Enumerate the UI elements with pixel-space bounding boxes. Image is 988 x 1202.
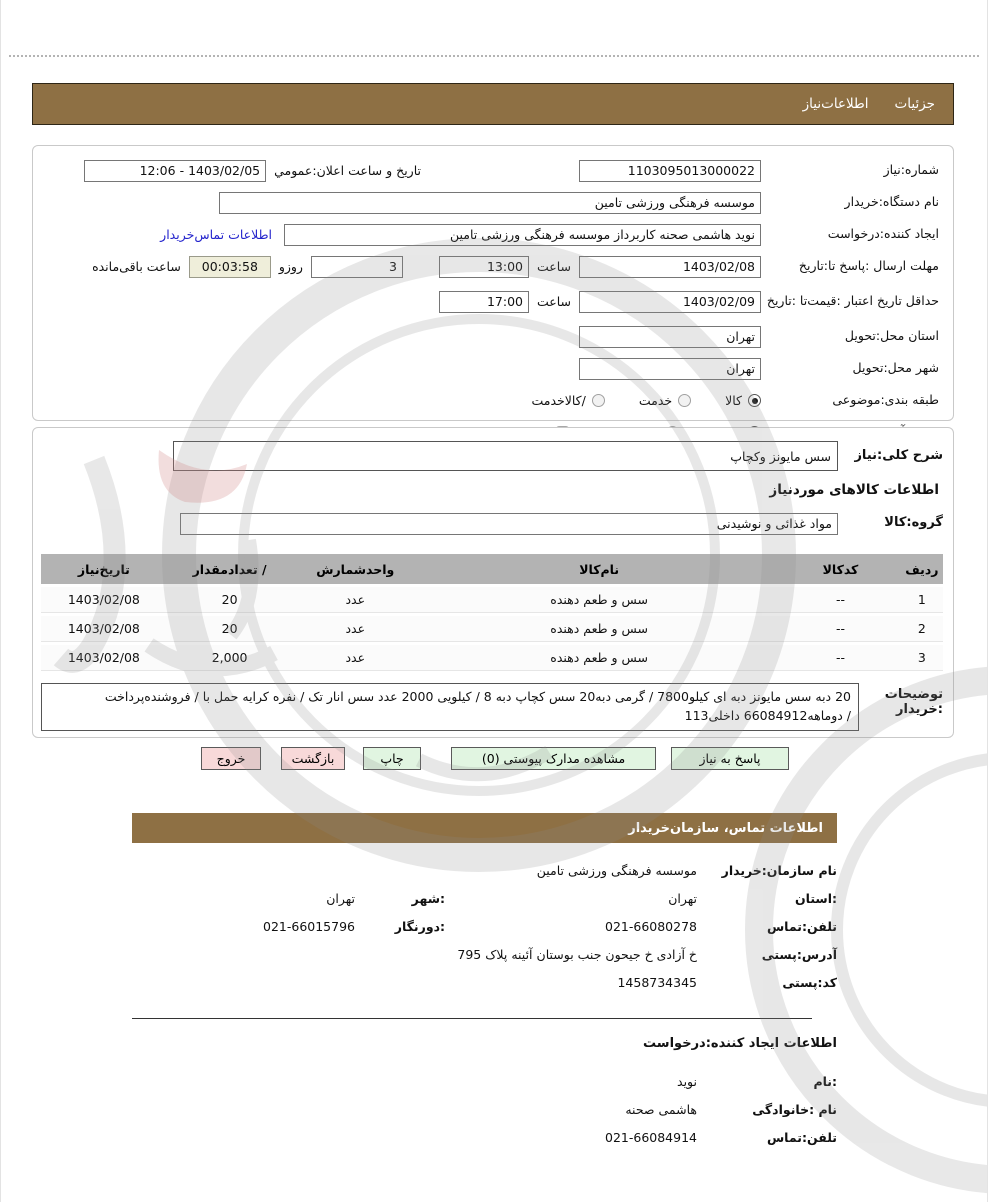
row-delivery-province	[43, 323, 939, 350]
row-creator-last-name	[132, 1095, 837, 1123]
top-dotted-divider	[9, 55, 979, 57]
cell-item-code: --	[780, 616, 901, 642]
row-price-validity	[43, 285, 939, 318]
items-table-header-row	[41, 554, 943, 584]
org-fax-value: 021-66015796	[263, 918, 355, 934]
org-address-value: خ آزادی خ جیحون جنب بوستان آئینه پلاک 795	[457, 946, 697, 962]
deadline-date-field: 1403/02/08	[579, 256, 761, 278]
announce-datetime-field: 1403/02/05 - 12:06	[84, 160, 266, 182]
need-description-label: شرح کلی:نیاز	[854, 447, 943, 463]
org-postal-value: 1458734345	[617, 974, 697, 990]
row-org-phone-fax	[132, 912, 837, 940]
buyer-notes-label	[859, 683, 943, 718]
creator-last-name-label: نام :خانوادگی	[752, 1101, 837, 1117]
org-fax-label: :دورنگار	[394, 918, 445, 934]
cell-row-number: 1	[901, 587, 943, 613]
header-unit: واحدشمارش	[292, 554, 418, 584]
org-name-label: نام سازمان:خریدار	[721, 862, 837, 878]
header-item-name: نام‌کالا	[418, 554, 780, 584]
buyer-notes-line1: 20 دبه سس مایونز دبه ای کیلو7800 / گرمی دبه20 سس کچاپ دبه 8 / کیلویی 2000 عدد سس انار تک / نفره کرایه حمل با / فروشنده‌پرداخت	[104, 689, 851, 704]
row-need-number	[43, 157, 939, 184]
cell-unit: عدد	[292, 587, 418, 613]
goods-group-label: گروه:کالا	[884, 515, 943, 531]
exit-button[interactable]: خروج	[201, 747, 261, 770]
price-validity-label: حداقل تاریخ اعتبار :قیمت‌تا :تاریخ	[766, 293, 939, 309]
org-city-label: :شهر	[411, 890, 445, 906]
radio-service-label: خدمت	[638, 393, 673, 408]
buyer-contact-link[interactable]: اطلاعات تماس‌خریدار	[160, 227, 272, 242]
request-creator-field: نوید هاشمی صحنه کاربرداز موسسه فرهنگی ورزشی تامین	[284, 224, 761, 246]
cell-unit: عدد	[292, 616, 418, 642]
row-org-province-city	[132, 884, 837, 912]
org-name-value: موسسه فرهنگی ورزشی تامین	[536, 862, 697, 878]
row-need-description	[41, 440, 943, 472]
back-button[interactable]: بازگشت	[281, 747, 345, 770]
validity-date-field: 1403/02/09	[579, 291, 761, 313]
row-goods-group	[41, 510, 943, 537]
validity-time-field: 17:00	[439, 291, 529, 313]
radio-service[interactable]	[678, 394, 691, 407]
need-detail-panel	[32, 427, 954, 738]
cell-need-date: 1403/02/08	[41, 616, 167, 642]
cell-item-code: --	[780, 645, 901, 671]
goods-group-field: مواد غذائی و نوشیدنی	[180, 513, 838, 535]
row-creator-phone	[132, 1123, 837, 1151]
table-row	[41, 616, 943, 642]
remaining-time-label: ساعت باقی‌مانده	[92, 259, 181, 274]
row-classification	[43, 387, 939, 414]
header-quantity: / تعدادمقدار	[167, 554, 293, 584]
org-city-value: تهران	[326, 890, 355, 906]
buyer-org-field: موسسه فرهنگی ورزشی تامین	[219, 192, 761, 214]
delivery-province-label: استان محل:تحویل	[844, 328, 939, 344]
buyer-notes-label-line2: :خریدار	[896, 701, 943, 717]
org-contact-section	[132, 856, 837, 996]
remaining-days-field: 3	[311, 256, 403, 278]
section-divider	[132, 1018, 812, 1019]
cell-item-name: سس و طعم دهنده	[418, 616, 780, 642]
request-creator-label: ایجاد کننده:درخواست	[827, 226, 939, 242]
creator-info-section	[132, 1036, 837, 1151]
row-delivery-city	[43, 355, 939, 382]
row-buyer-org	[43, 189, 939, 216]
row-request-creator	[43, 221, 939, 248]
radio-goods-service[interactable]	[592, 394, 605, 407]
row-org-name	[132, 856, 837, 884]
delivery-province-field: تهران	[579, 326, 761, 348]
header-row-number: ردیف	[901, 554, 943, 584]
cell-need-date: 1403/02/08	[41, 587, 167, 613]
deadline-hour-label: ساعت	[536, 259, 571, 274]
cell-need-date: 1403/02/08	[41, 645, 167, 671]
row-buyer-notes	[41, 683, 943, 731]
row-creator-first-name	[132, 1067, 837, 1095]
row-response-deadline	[43, 253, 939, 280]
response-deadline-label: مهلت ارسال :پاسخ تا:تاریخ	[798, 258, 939, 274]
table-row	[41, 645, 943, 671]
cell-quantity: 20	[167, 587, 293, 613]
radio-goods-service-label: /کالاخدمت	[531, 393, 586, 408]
tab-details[interactable]: جزئیات	[894, 96, 935, 112]
org-contact-bar	[132, 813, 837, 843]
action-button-row	[32, 747, 954, 770]
header-item-code: کدکالا	[780, 554, 901, 584]
header-need-date: تاریخ‌نیاز	[41, 554, 167, 584]
org-province-value: تهران	[668, 890, 697, 906]
need-number-label: شماره:نیاز	[883, 162, 939, 178]
delivery-city-field: تهران	[579, 358, 761, 380]
cell-quantity: 2,000	[167, 645, 293, 671]
creator-phone-value: 021-66084914	[605, 1129, 697, 1145]
need-description-field: سس مایونز وکچاپ	[173, 441, 838, 471]
org-province-label: :استان	[794, 890, 837, 906]
creator-info-heading: اطلاعات ایجاد کننده:درخواست	[643, 1036, 837, 1051]
creator-first-name-value: نوید	[677, 1073, 697, 1089]
org-phone-value: 021-66080278	[605, 918, 697, 934]
row-org-address	[132, 940, 837, 968]
cell-row-number: 2	[901, 616, 943, 642]
cell-item-name: سس و طعم دهنده	[418, 587, 780, 613]
need-summary-panel	[32, 145, 954, 421]
classification-label: طبقه بندی:موضوعی	[832, 392, 939, 408]
buyer-notes-label-line1: توضیحات	[884, 687, 943, 702]
radio-goods[interactable]	[748, 394, 761, 407]
print-button[interactable]: چاپ	[363, 747, 421, 770]
radio-goods-label: کالا	[725, 393, 742, 408]
items-table	[41, 551, 943, 674]
items-section-heading: اطلاعات کالاهای موردنیاز	[769, 482, 939, 498]
cell-item-name: سس و طعم دهنده	[418, 645, 780, 671]
tab-need-info[interactable]: اطلاعات‌نیاز	[802, 96, 869, 112]
org-address-label: آدرس:پستی	[761, 946, 837, 962]
org-postal-label: کد:پستی	[782, 974, 837, 990]
cell-item-code: --	[780, 587, 901, 613]
org-phone-label: تلفن:تماس	[766, 918, 837, 934]
creator-first-name-label: :نام	[813, 1073, 837, 1089]
delivery-city-label: شهر محل:تحویل	[852, 360, 939, 376]
creator-phone-label: تلفن:تماس	[766, 1129, 837, 1145]
deadline-time-field: 13:00	[439, 256, 529, 278]
view-attachments-button[interactable]: مشاهده مدارک پیوستی (0)	[451, 747, 656, 770]
buyer-notes-line2: / دوماهه66084912 داخلی113	[684, 708, 851, 724]
buyer-org-label: نام دستگاه:خریدار	[844, 194, 939, 210]
cell-unit: عدد	[292, 645, 418, 671]
respond-to-need-button[interactable]: پاسخ به نیاز	[671, 747, 789, 770]
cell-quantity: 20	[167, 616, 293, 642]
cell-row-number: 3	[901, 645, 943, 671]
need-number-field: 1103095013000022	[579, 160, 761, 182]
org-contact-bar-title: اطلاعات تماس، سازمان‌خریدار	[628, 820, 823, 836]
days-label: روزو	[278, 259, 303, 274]
tab-bar	[32, 83, 954, 125]
remaining-time-badge: 00:03:58	[189, 256, 271, 278]
row-org-postal	[132, 968, 837, 996]
validity-hour-label: ساعت	[536, 294, 571, 309]
table-row	[41, 587, 943, 613]
buyer-notes-field	[41, 683, 859, 731]
announce-datetime-label: تاریخ و ساعت اعلان:عمومي	[274, 163, 421, 178]
creator-last-name-value: هاشمی صحنه	[625, 1101, 697, 1117]
